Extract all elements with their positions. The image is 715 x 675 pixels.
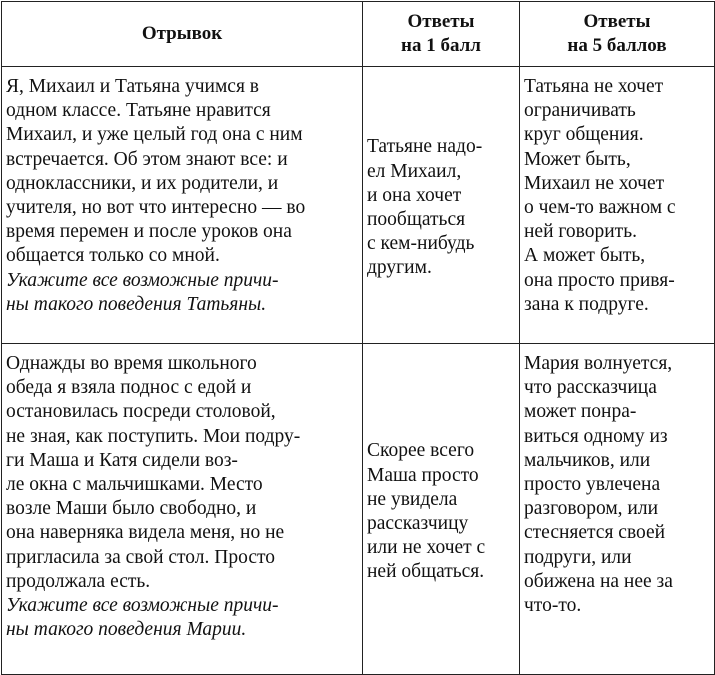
answer-5-line: стесняется своей: [524, 522, 666, 544]
task-line: Укажите все возможные причи-: [6, 269, 279, 291]
answer-1-cell: [363, 67, 520, 344]
passage-line: Однажды во время школьного: [6, 353, 257, 374]
answer-5-line: что рассказчица: [524, 377, 657, 399]
header-answer-1-line: на 1 балл: [401, 35, 481, 56]
answer-1-cell: [363, 344, 520, 675]
answer-5-line: ограничивать: [524, 100, 636, 122]
answer-5-line: обижена на нее за: [524, 570, 673, 592]
answer-5-line: виться одному из: [524, 425, 668, 447]
answer-5-line: Татьяна не хочет: [524, 76, 664, 97]
answer-1-line: пообщаться: [367, 209, 466, 230]
answer-5-line: что-то.: [524, 595, 582, 617]
answer-5-line: разговором, или: [524, 498, 659, 520]
passage-line: одноклассники, и их родители, и: [6, 172, 279, 194]
answer-1-line: Скорее всего: [367, 440, 475, 462]
passage-line: пригласила за свой стол. Просто: [6, 546, 276, 568]
passage-line: продолжала есть.: [6, 570, 151, 592]
passage-line: не зная, как поступить. Мои подру-: [6, 425, 301, 447]
passage-line: общается только со мной.: [6, 245, 220, 267]
passage-line: встречается. Об этом знают все: и: [6, 148, 288, 170]
table-row: [2, 344, 715, 675]
answers-table: [1, 1, 715, 675]
passage-line: учителя, но вот что интересно — во: [6, 197, 306, 219]
answer-1-line: рассказчицу: [367, 513, 469, 534]
answer-5-line: Михаил не хочет: [524, 172, 665, 194]
table-row: [2, 67, 715, 344]
passage-line: обеда я взяла поднос с едой и: [6, 377, 252, 399]
header-passage-line: Отрывок: [141, 23, 223, 44]
answer-5-line: о чем-то важном с: [524, 197, 676, 219]
answer-5-line: Мария волнуется,: [524, 353, 673, 374]
header-answer-5-points: [520, 2, 715, 67]
passage-line: ле окна с мальчишками. Место: [6, 474, 263, 496]
header-passage: [2, 2, 363, 67]
header-answer-5-line: Ответы: [583, 11, 651, 32]
passage-line: Михаил, и уже целый год она с ним: [6, 124, 303, 146]
passage-line: она наверняка видела меня, но не: [6, 522, 285, 544]
passage-line: Я, Михаил и Татьяна учимся в: [6, 76, 259, 97]
passage-line: время перемен и после уроков она: [6, 221, 292, 243]
passage-line: остановилась посреди столовой,: [6, 401, 276, 423]
answer-5-line: может понра-: [524, 401, 637, 423]
answer-1-line: ел Михаил,: [367, 160, 462, 182]
answer-5-line: подруги, или: [524, 546, 632, 568]
answer-5-line: Может быть,: [524, 148, 631, 170]
passage-line: возле Маши было свободно, и: [6, 498, 257, 520]
header-answer-5-line: на 5 баллов: [567, 35, 667, 56]
answer-5-line: просто увлечена: [524, 474, 661, 496]
answer-1-line: или не хочет с: [367, 537, 486, 559]
header-answer-1-point: [363, 2, 520, 67]
passage-line: одном классе. Татьяне нравится: [6, 100, 271, 122]
answer-1-line: Маша просто: [367, 464, 479, 486]
answer-5-line: ней говорить.: [524, 221, 637, 243]
answer-5-cell: [520, 67, 715, 344]
answer-1-line: Татьяне надо-: [367, 136, 483, 158]
task-line: ны такого поведения Марии.: [6, 619, 247, 641]
passage-cell: [2, 344, 363, 675]
answer-5-line: А может быть,: [524, 245, 646, 267]
answer-1-line: другим.: [367, 257, 432, 279]
answer-5-line: она просто привя-: [524, 269, 675, 291]
header-row: [2, 2, 715, 67]
header-answer-1-line: Ответы: [407, 11, 475, 32]
task-line: Укажите все возможные причи-: [6, 595, 279, 617]
answer-1-line: с кем-нибудь: [367, 233, 475, 255]
passage-cell: [2, 67, 363, 344]
passage-line: ги Маша и Катя сидели воз-: [6, 449, 238, 471]
task-line: ны такого поведения Татьяны.: [6, 293, 267, 315]
answer-1-line: ней общаться.: [367, 561, 485, 583]
answer-5-cell: [520, 344, 715, 675]
answer-1-line: и она хочет: [367, 184, 462, 206]
answer-5-line: круг общения.: [524, 124, 644, 146]
answer-5-line: зана к подруге.: [524, 293, 649, 315]
answer-1-line: не увидела: [367, 488, 458, 510]
answer-5-line: мальчиков, или: [524, 449, 651, 471]
